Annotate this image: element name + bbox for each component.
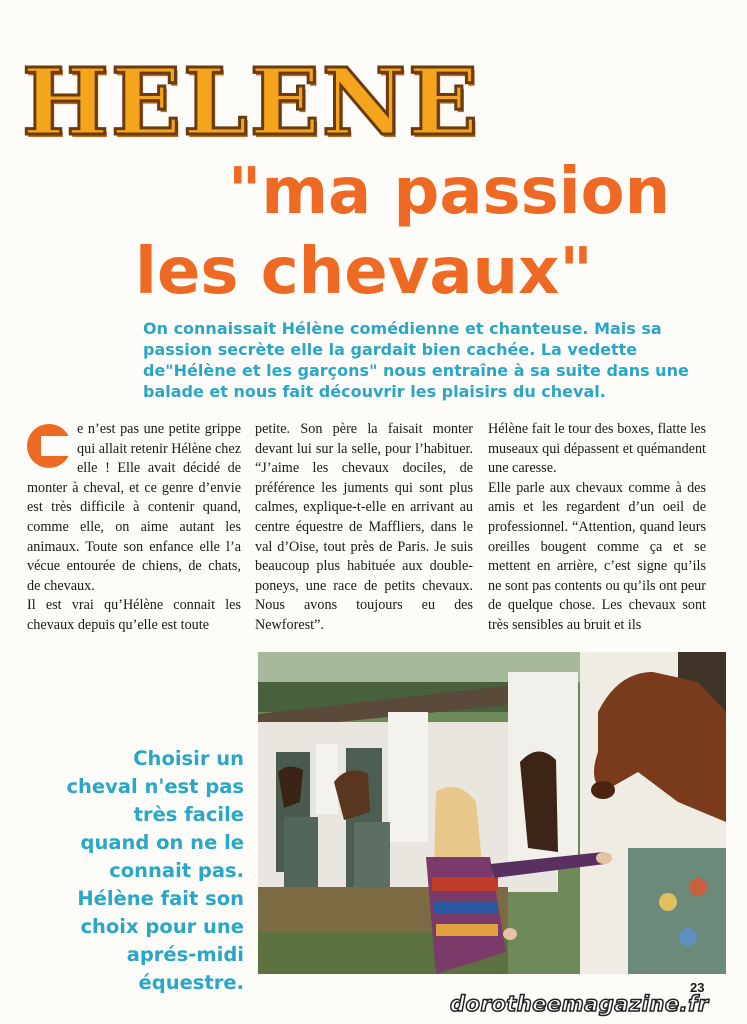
subtitle-line-2: les chevaux"	[135, 235, 593, 309]
intro-paragraph: On connaissait Hélène comédienne et chanteuse. Mais sa passion secrète elle la gardait bien cachée. La vedette de"Hélène et les garçons" nous entraîne à sa suite dans une balade et nous fait découvrir les plaisirs du cheval.	[143, 319, 689, 401]
subtitle-line-1: "ma passion	[228, 155, 671, 229]
article-paragraph: Il est vrai qu’Hélène connait les chevaux depuis qu’elle est toute	[27, 597, 241, 633]
article-paragraph: Hélène fait le tour des boxes, flatte les museaux qui dépassent et quémandent une caresse.	[488, 421, 706, 477]
page-number: 23	[690, 980, 705, 995]
article-column-3	[488, 420, 706, 636]
article-paragraph: petite. Son père la faisait monter devant lui sur la selle, pour l’habituer. “J’aime les chevaux dociles, de préférence les juments qui sont plus calmes, explique-t-elle en arrivant au centre équestre de Maffliers, dans le val d’Oise, tout près de Paris. Je suis beaucoup plus habituée aux double-poneys, une race de petits chevaux. Nous avons toujours eu des Newforest”.	[255, 421, 473, 633]
dropcap-c-icon	[27, 424, 71, 468]
article-paragraph: Elle parle aux chevaux comme à des amis et les regardent d’un oeil de professionnel. “Attention, quand leurs oreilles bougent comme ça et se mettent en arrière, c’est signe qu’ils ne sont pas contents ou qu’ils ont peur de quelque chose. Les chevaux sont très sensibles au bruit et ils	[488, 479, 706, 633]
magazine-title: HELENE	[22, 48, 481, 156]
article-column-1	[27, 420, 241, 636]
watermark: dorotheemagazine.fr	[450, 992, 709, 1016]
article-paragraph: e n’est pas une petite grippe qui allait retenir Hélène chez elle ! Elle avait décidé de monter à cheval, et ce genre d’envie est très difficile à contenir quand, comme elle, on aime autant les animaux. Toute son enfance elle l’a vécue entourée de chiens, de chats, de chevaux.	[27, 421, 241, 594]
stable-photo	[258, 652, 726, 974]
article-column-2	[255, 420, 473, 636]
photo-caption: Choisir un cheval n'est pas très facile quand on ne le connait pas. Hélène fait son choix pour une aprés-midi équestre.	[66, 747, 244, 994]
